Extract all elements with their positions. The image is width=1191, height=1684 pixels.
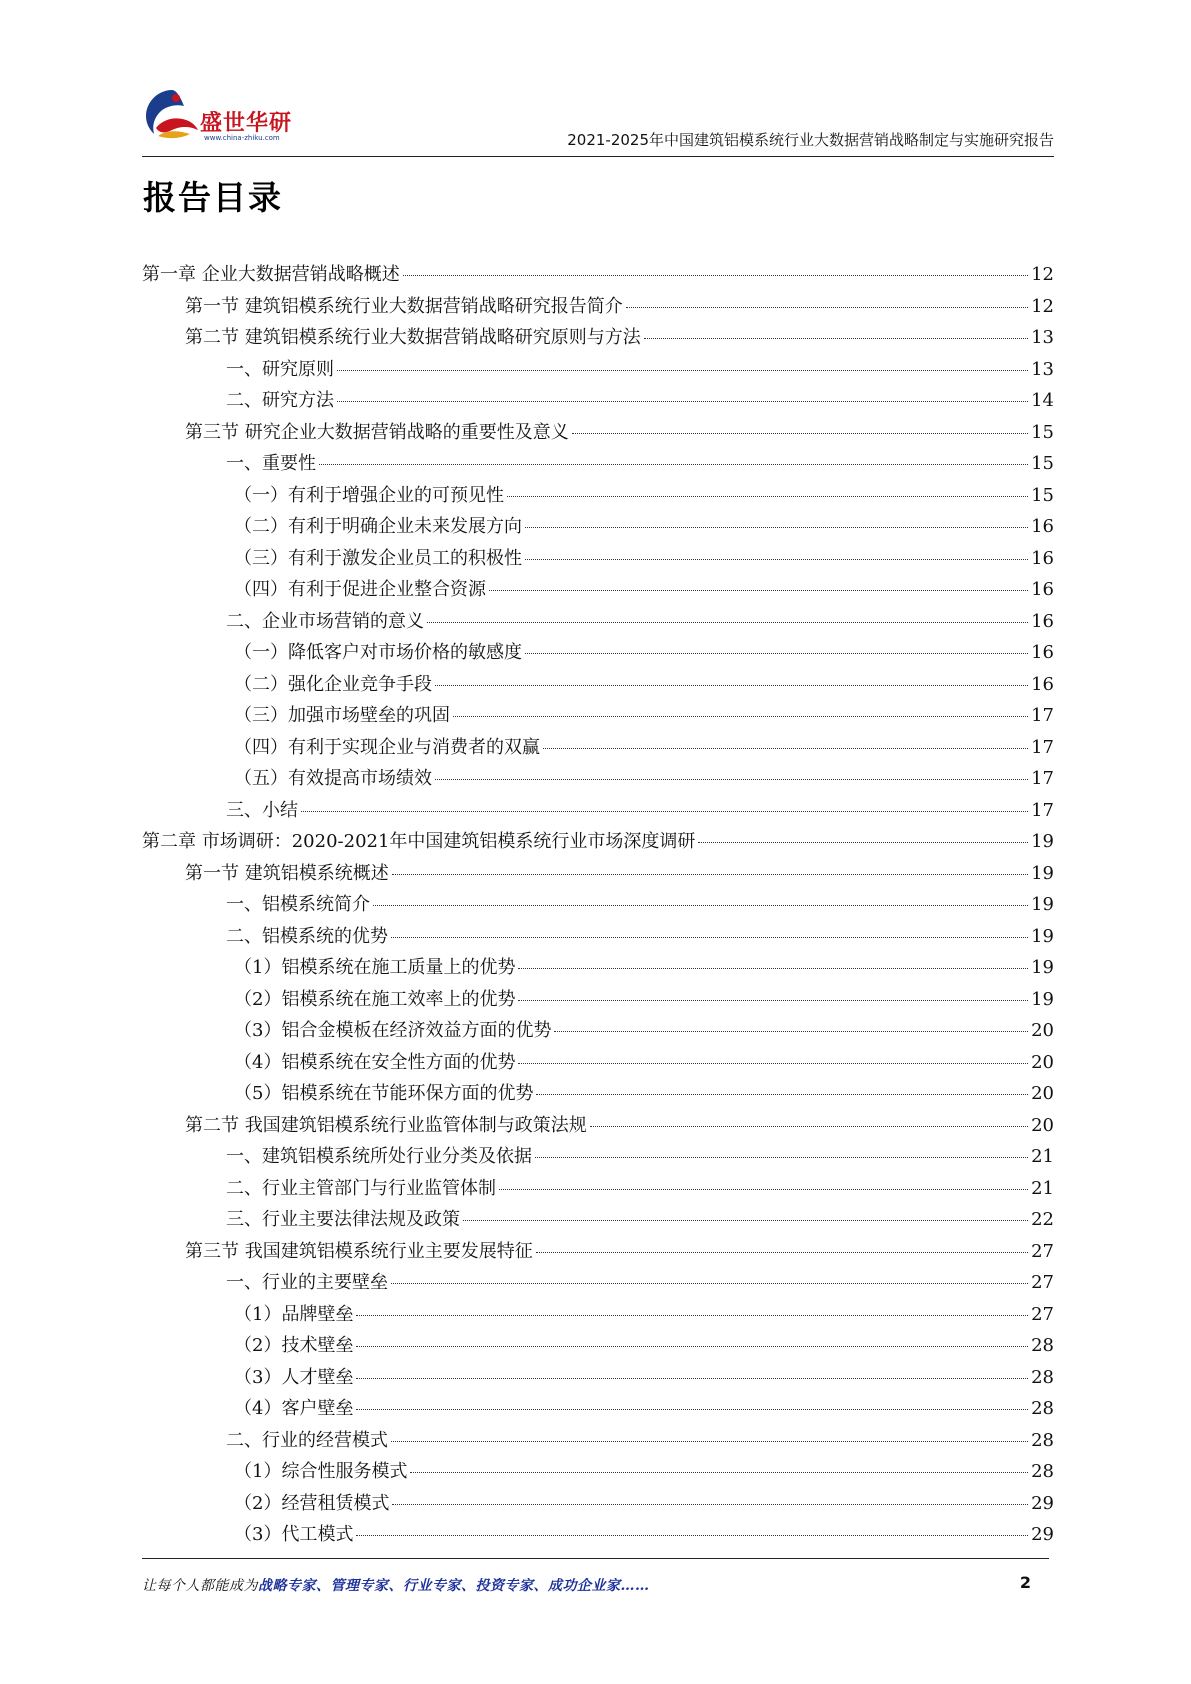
toc-entry-page: 16: [1031, 642, 1054, 663]
toc-dot-leader: [518, 968, 1028, 969]
toc-dot-leader: [403, 275, 1028, 276]
slogan-emphasis: 战略专家、管理专家、行业专家、投资专家、成功企业家……: [258, 1578, 650, 1594]
toc-entry-title: 一、重要性: [226, 453, 316, 474]
toc-entry-page: 28: [1031, 1461, 1054, 1482]
footer-slogan: [142, 1575, 650, 1595]
toc-dot-leader: [337, 370, 1028, 371]
toc-entry-title: 第三节 研究企业大数据营销战略的重要性及意义: [185, 421, 569, 443]
toc-entry-page: 17: [1031, 768, 1054, 789]
toc-entry-page: 21: [1031, 1177, 1054, 1199]
toc-entry[interactable]: [142, 700, 1054, 732]
toc-entry[interactable]: [142, 921, 1054, 953]
toc-entry-title: （1）品牌壁垒: [234, 1303, 354, 1325]
toc-entry[interactable]: [142, 606, 1054, 638]
toc-entry-page: 19: [1031, 988, 1054, 1010]
toc-entry[interactable]: [142, 1173, 1054, 1205]
toc-entry-page: 16: [1031, 579, 1054, 600]
toc-dot-leader: [373, 905, 1028, 906]
toc-entry-page: 29: [1031, 1492, 1054, 1514]
toc-entry-title: 一、研究原则: [226, 358, 334, 380]
toc-entry-title: 第二章 市场调研：2020-2021年中国建筑铝模系统行业市场深度调研: [142, 831, 696, 852]
logo-emblem-icon: [142, 84, 202, 144]
toc-entry-title: （5）铝模系统在节能环保方面的优势: [234, 1083, 534, 1104]
toc-entry[interactable]: [142, 480, 1054, 512]
toc-dot-leader: [525, 527, 1028, 528]
toc-entry[interactable]: [142, 984, 1054, 1016]
toc-entry-page: 27: [1031, 1303, 1054, 1325]
toc-entry-page: 19: [1031, 925, 1054, 947]
toc-entry-title: （五）有效提高市场绩效: [234, 768, 432, 789]
toc-dot-leader: [525, 559, 1028, 560]
toc-entry-title: （四）有利于实现企业与消费者的双赢: [234, 736, 540, 758]
toc-dot-leader: [391, 1441, 1028, 1442]
toc-entry-page: 15: [1031, 484, 1054, 506]
toc-entry[interactable]: [142, 732, 1054, 764]
toc-dot-leader: [644, 338, 1028, 339]
toc-dot-leader: [536, 1094, 1028, 1095]
toc-entry-page: 20: [1031, 1083, 1054, 1104]
toc-dot-leader: [535, 1157, 1028, 1158]
toc-entry-page: 12: [1031, 264, 1054, 285]
toc-entry[interactable]: [142, 1047, 1054, 1079]
toc-entry-title: （三）加强市场壁垒的巩固: [234, 705, 450, 726]
toc-entry[interactable]: [142, 1015, 1054, 1047]
toc-entry[interactable]: [142, 448, 1054, 480]
toc-dot-leader: [337, 401, 1028, 402]
toc-entry-title: （三）有利于激发企业员工的积极性: [234, 547, 522, 569]
toc-entry-title: （1）综合性服务模式: [234, 1461, 408, 1482]
toc-entry[interactable]: [142, 763, 1054, 795]
toc-dot-leader: [392, 874, 1028, 875]
toc-entry-page: 17: [1031, 736, 1054, 758]
toc-entry-title: 一、铝模系统简介: [226, 894, 370, 915]
toc-entry-page: 19: [1031, 894, 1054, 915]
toc-entry[interactable]: [142, 1078, 1054, 1110]
toc-entry-page: 28: [1031, 1366, 1054, 1388]
toc-entry[interactable]: [142, 1141, 1054, 1173]
toc-dot-leader: [536, 1252, 1028, 1253]
toc-entry[interactable]: [142, 1110, 1054, 1142]
toc-dot-leader: [543, 748, 1028, 749]
toc-entry-title: （2）铝模系统在施工效率上的优势: [234, 988, 516, 1010]
toc-entry-page: 16: [1031, 673, 1054, 695]
toc-dot-leader: [319, 464, 1028, 465]
toc-entry-page: 15: [1031, 421, 1054, 443]
toc-entry[interactable]: [142, 1330, 1054, 1362]
toc-entry-title: 一、建筑铝模系统所处行业分类及依据: [226, 1146, 532, 1167]
toc-entry[interactable]: [142, 952, 1054, 984]
toc-entry-page: 20: [1031, 1114, 1054, 1136]
toc-entry-title: （3）铝合金模板在经济效益方面的优势: [234, 1020, 552, 1041]
toc-entry-page: 20: [1031, 1051, 1054, 1073]
page-number: 2: [1019, 1573, 1031, 1592]
company-logo: [142, 84, 312, 146]
logo-url: www.china-zhiku.com: [204, 134, 280, 142]
toc-entry[interactable]: [142, 417, 1054, 449]
toc-entry-page: 13: [1031, 358, 1054, 380]
toc-entry-title: （一）降低客户对市场价格的敏感度: [234, 642, 522, 663]
toc-entry-page: 19: [1031, 957, 1054, 978]
toc-entry-title: 二、行业主管部门与行业监管体制: [226, 1177, 496, 1199]
logo-name: 盛世华研: [200, 111, 293, 136]
toc-dot-leader: [356, 1315, 1028, 1316]
toc-dot-leader: [435, 685, 1028, 686]
toc-entry-page: 28: [1031, 1429, 1054, 1451]
toc-dot-leader: [626, 307, 1028, 308]
toc-entry[interactable]: [142, 1393, 1054, 1425]
toc-entry[interactable]: [142, 1267, 1054, 1299]
toc-entry[interactable]: [142, 637, 1054, 669]
toc-entry-page: 27: [1031, 1272, 1054, 1293]
toc-dot-leader: [427, 622, 1028, 623]
toc-dot-leader: [391, 1283, 1028, 1284]
toc-entry-page: 15: [1031, 453, 1054, 474]
toc-entry[interactable]: [142, 1299, 1054, 1331]
toc-entry-title: 第一节 建筑铝模系统行业大数据营销战略研究报告简介: [185, 295, 623, 317]
toc-entry-title: 一、行业的主要壁垒: [226, 1272, 388, 1293]
toc-entry-title: 三、行业主要法律法规及政策: [226, 1209, 460, 1230]
toc-entry-page: 21: [1031, 1146, 1054, 1167]
toc-entry-title: 第三节 我国建筑铝模系统行业主要发展特征: [185, 1240, 533, 1262]
toc-entry[interactable]: [142, 1204, 1054, 1236]
footer-divider: [142, 1558, 1049, 1559]
toc-dot-leader: [572, 433, 1028, 434]
toc-entry-page: 29: [1031, 1524, 1054, 1545]
toc-entry-title: 三、小结: [226, 799, 298, 821]
toc-entry-title: （3）人才壁垒: [234, 1366, 354, 1388]
toc-entry-title: 第二节 建筑铝模系统行业大数据营销战略研究原则与方法: [185, 327, 641, 348]
toc-dot-leader: [525, 653, 1028, 654]
toc-entry-page: 14: [1031, 390, 1054, 411]
toc-entry-title: （3）代工模式: [234, 1524, 354, 1545]
toc-dot-leader: [410, 1472, 1028, 1473]
toc-dot-leader: [499, 1189, 1028, 1190]
toc-entry-page: 19: [1031, 862, 1054, 884]
toc-entry-title: 二、行业的经营模式: [226, 1429, 388, 1451]
toc-entry-title: （4）客户壁垒: [234, 1398, 354, 1419]
toc-entry[interactable]: [142, 1519, 1054, 1551]
toc-entry[interactable]: [142, 1236, 1054, 1268]
toc-dot-leader: [590, 1126, 1028, 1127]
toc-entry[interactable]: [142, 511, 1054, 543]
toc-dot-leader: [391, 937, 1028, 938]
toc-entry[interactable]: [142, 574, 1054, 606]
toc-entry-page: 16: [1031, 516, 1054, 537]
toc-dot-leader: [356, 1409, 1028, 1410]
toc-dot-leader: [554, 1031, 1028, 1032]
toc-dot-leader: [698, 842, 1028, 843]
toc-entry[interactable]: [142, 1362, 1054, 1394]
toc-entry[interactable]: [142, 669, 1054, 701]
toc-entry-page: 13: [1031, 327, 1054, 348]
toc-entry-title: 第一章 企业大数据营销战略概述: [142, 264, 400, 285]
toc-entry-title: 第一节 建筑铝模系统概述: [185, 862, 389, 884]
toc-entry[interactable]: [142, 1456, 1054, 1488]
toc-entry[interactable]: [142, 795, 1054, 827]
toc-entry[interactable]: [142, 1425, 1054, 1457]
toc-dot-leader: [301, 811, 1028, 812]
toc-entry-page: 22: [1031, 1209, 1054, 1230]
toc-entry-title: （2）技术壁垒: [234, 1335, 354, 1356]
toc-entry-page: 16: [1031, 547, 1054, 569]
toc-dot-leader: [463, 1220, 1028, 1221]
table-of-contents: [142, 259, 1054, 1551]
toc-heading: 报告目录: [143, 178, 283, 217]
toc-entry-title: （四）有利于促进企业整合资源: [234, 579, 486, 600]
toc-dot-leader: [518, 1063, 1028, 1064]
toc-entry-page: 17: [1031, 799, 1054, 821]
report-title: 2021-2025年中国建筑铝模系统行业大数据营销战略制定与实施研究报告: [567, 131, 1054, 149]
toc-entry-page: 20: [1031, 1020, 1054, 1041]
toc-dot-leader: [518, 1000, 1028, 1001]
toc-entry[interactable]: [142, 826, 1054, 858]
toc-dot-leader: [356, 1535, 1028, 1536]
toc-entry[interactable]: [142, 354, 1054, 386]
toc-entry[interactable]: [142, 291, 1054, 323]
toc-entry-title: 二、研究方法: [226, 390, 334, 411]
toc-entry-title: （二）强化企业竞争手段: [234, 673, 432, 695]
toc-entry-page: 16: [1031, 610, 1054, 632]
toc-entry[interactable]: [142, 1488, 1054, 1520]
toc-entry-title: （1）铝模系统在施工质量上的优势: [234, 957, 516, 978]
toc-dot-leader: [435, 779, 1028, 780]
toc-entry-title: （4）铝模系统在安全性方面的优势: [234, 1051, 516, 1073]
toc-entry-page: 17: [1031, 705, 1054, 726]
toc-entry[interactable]: [142, 322, 1054, 354]
header-divider: [142, 156, 1054, 157]
toc-dot-leader: [356, 1378, 1028, 1379]
toc-entry-title: 第二节 我国建筑铝模系统行业监管体制与政策法规: [185, 1114, 587, 1136]
toc-dot-leader: [507, 496, 1028, 497]
toc-entry-title: 二、企业市场营销的意义: [226, 610, 424, 632]
toc-entry-page: 28: [1031, 1398, 1054, 1419]
page-header: [142, 84, 1054, 158]
toc-entry-title: 二、铝模系统的优势: [226, 925, 388, 947]
toc-entry[interactable]: [142, 385, 1054, 417]
toc-entry-title: （2）经营租赁模式: [234, 1492, 390, 1514]
toc-dot-leader: [392, 1504, 1028, 1505]
toc-entry[interactable]: [142, 259, 1054, 291]
toc-entry-page: 28: [1031, 1335, 1054, 1356]
toc-entry-page: 27: [1031, 1240, 1054, 1262]
toc-dot-leader: [453, 716, 1028, 717]
slogan-lead: 让每个人都能成为: [142, 1578, 258, 1594]
toc-entry[interactable]: [142, 889, 1054, 921]
toc-entry[interactable]: [142, 858, 1054, 890]
toc-dot-leader: [489, 590, 1028, 591]
toc-entry-page: 12: [1031, 295, 1054, 317]
toc-entry-page: 19: [1031, 831, 1054, 852]
toc-dot-leader: [356, 1346, 1028, 1347]
toc-entry-title: （二）有利于明确企业未来发展方向: [234, 516, 522, 537]
toc-entry-title: （一）有利于增强企业的可预见性: [234, 484, 504, 506]
toc-entry[interactable]: [142, 543, 1054, 575]
